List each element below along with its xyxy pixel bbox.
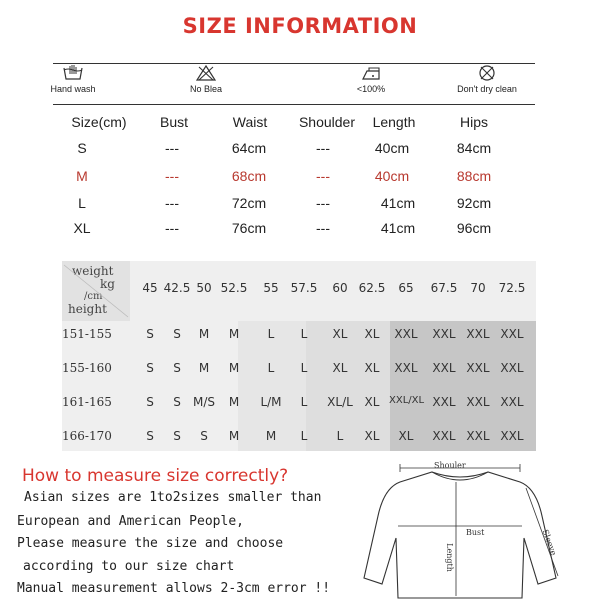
size-grid — [62, 261, 536, 451]
table-cell: 72cm — [231, 195, 267, 211]
size-grid-cell: XXL — [500, 429, 524, 443]
column-header: Hips — [459, 114, 488, 130]
column-header: Length — [372, 114, 416, 130]
size-grid-cell: XXL — [394, 361, 418, 375]
size-grid-cell: XXL — [432, 327, 456, 341]
table-row — [0, 140, 600, 160]
grid-corner-cm: /cm — [84, 291, 103, 302]
height-range-cell: 161-165 — [62, 395, 112, 409]
care-label: No Blea — [189, 84, 223, 94]
size-grid-cell: S — [173, 361, 181, 375]
weight-header-cell: 42.5 — [163, 281, 191, 295]
weight-header-cell: 62.5 — [358, 281, 386, 295]
table-cell: M — [76, 168, 88, 184]
size-grid-cell: S — [200, 429, 208, 443]
garment-diagram — [360, 458, 560, 600]
measure-line: Manual measurement allows 2-3cm error !! — [17, 581, 331, 596]
table-row — [0, 220, 600, 240]
diagram-label-sleeve: Sleeve — [540, 528, 559, 557]
size-grid-cell: L — [336, 429, 344, 443]
size-grid-cell: L — [300, 395, 308, 409]
table-cell: --- — [316, 220, 330, 236]
size-grid-cell: M — [265, 429, 277, 443]
care-item-no-dry-clean — [427, 64, 547, 94]
size-table-header — [0, 114, 600, 134]
measure-line: Asian sizes are 1to2sizes smaller than — [24, 490, 322, 505]
weight-header-cell: 57.5 — [290, 281, 318, 295]
table-cell: 96cm — [456, 220, 492, 236]
table-cell: --- — [165, 195, 179, 211]
care-item-no-bleach — [146, 64, 266, 94]
measure-title: How to measure size correctly? — [22, 466, 289, 486]
size-grid-cell: XL — [332, 327, 348, 341]
size-grid-cell: S — [146, 429, 154, 443]
table-cell: 41cm — [380, 220, 416, 236]
size-grid-cell: M — [228, 361, 240, 375]
column-header: Size(cm) — [71, 114, 127, 130]
size-grid-cell: XXL — [394, 327, 418, 341]
weight-header-cell: 60 — [332, 281, 348, 295]
table-cell: 64cm — [231, 140, 267, 156]
size-grid-cell: XXL — [432, 361, 456, 375]
no-bleach-icon — [195, 64, 217, 82]
size-grid-cell: S — [146, 395, 154, 409]
table-cell: 88cm — [456, 168, 492, 184]
size-grid-cell: M — [228, 327, 240, 341]
size-grid-cell: XXL — [466, 327, 490, 341]
care-label: Don't dry clean — [457, 84, 517, 94]
measure-line: European and American People, — [17, 514, 244, 529]
size-grid-cell: M — [198, 361, 210, 375]
size-grid-cell: L — [300, 327, 308, 341]
height-range-cell: 151-155 — [62, 327, 112, 341]
care-item-hand-wash — [13, 64, 133, 94]
table-cell: XL — [73, 220, 91, 236]
table-cell: --- — [316, 195, 330, 211]
size-grid-cell: S — [173, 429, 181, 443]
page-title: SIZE INFORMATION — [182, 14, 418, 38]
measure-line: according to our size chart — [23, 559, 235, 574]
table-row — [0, 168, 600, 188]
size-grid-cell: S — [173, 395, 181, 409]
size-grid-cell: XL — [332, 361, 348, 375]
grid-corner-weight: weight — [72, 264, 114, 278]
size-grid-cell: XXL — [466, 429, 490, 443]
measure-line: Please measure the size and choose — [17, 536, 284, 551]
table-cell: L — [78, 195, 86, 211]
size-grid-cell: XXL — [500, 327, 524, 341]
care-item-iron — [311, 64, 431, 94]
size-grid-cell: L/M — [260, 395, 282, 409]
size-grid-cell: S — [173, 327, 181, 341]
size-grid-cell: XL — [364, 361, 380, 375]
size-grid-cell: XXL — [466, 395, 490, 409]
size-grid-cell: XL — [398, 429, 414, 443]
care-divider-bottom — [53, 104, 535, 105]
column-header: Waist — [232, 114, 268, 130]
table-cell: 68cm — [231, 168, 267, 184]
height-range-cell: 166-170 — [62, 429, 112, 443]
diagram-label-length: Length — [444, 543, 454, 572]
size-grid-cell: L — [300, 429, 308, 443]
table-cell: --- — [165, 220, 179, 236]
size-grid-cell: M — [228, 429, 240, 443]
table-cell: 40cm — [374, 168, 410, 184]
grid-corner-height: height — [68, 302, 107, 316]
size-grid-cell: M — [198, 327, 210, 341]
size-grid-cell: XXL — [432, 395, 456, 409]
size-grid-cell: XXL/XL — [389, 395, 425, 406]
weight-header-cell: 45 — [142, 281, 158, 295]
table-cell: 76cm — [231, 220, 267, 236]
size-grid-cell: XL/L — [327, 395, 353, 409]
weight-header-cell: 50 — [196, 281, 212, 295]
size-grid-cell: XXL — [500, 395, 524, 409]
iron-icon — [359, 64, 383, 82]
table-cell: 84cm — [456, 140, 492, 156]
table-cell: 40cm — [374, 140, 410, 156]
weight-header-cell: 70 — [470, 281, 486, 295]
hand-wash-icon — [62, 64, 84, 82]
grid-corner-kg: kg — [100, 277, 115, 291]
table-cell: --- — [165, 168, 179, 184]
table-cell: --- — [316, 168, 330, 184]
weight-header-cell: 72.5 — [498, 281, 526, 295]
size-grid-cell: XL — [364, 429, 380, 443]
shirt-outline-icon — [360, 458, 560, 600]
size-grid-cell: M — [228, 395, 240, 409]
table-cell: --- — [316, 140, 330, 156]
table-cell: --- — [165, 140, 179, 156]
size-grid-cell: M/S — [192, 395, 215, 409]
table-row — [0, 195, 600, 215]
grid-corner-diagonal — [62, 261, 130, 321]
size-grid-cell: XXL — [432, 429, 456, 443]
table-cell: 92cm — [456, 195, 492, 211]
care-label: <100% — [356, 84, 386, 94]
diagram-label-bust: Bust — [466, 528, 485, 537]
size-grid-cell: S — [146, 361, 154, 375]
table-cell: 41cm — [380, 195, 416, 211]
size-grid-cell: XL — [364, 327, 380, 341]
column-header: Bust — [159, 114, 188, 130]
table-cell: S — [77, 140, 87, 156]
size-grid-cell: L — [267, 327, 275, 341]
weight-header-cell: 67.5 — [430, 281, 458, 295]
size-grid-cell: XXL — [466, 361, 490, 375]
care-label: Hand wash — [50, 84, 96, 94]
weight-header-cell: 55 — [263, 281, 279, 295]
height-range-cell: 155-160 — [62, 361, 112, 375]
size-grid-cell: L — [267, 361, 275, 375]
size-grid-cell: S — [146, 327, 154, 341]
size-grid-cell: L — [300, 361, 308, 375]
weight-header-cell: 65 — [398, 281, 414, 295]
diagram-label-shoulder: Shouler — [434, 461, 466, 470]
weight-header-cell: 52.5 — [220, 281, 248, 295]
no-dry-clean-icon — [477, 64, 497, 82]
size-grid-cell: XL — [364, 395, 380, 409]
column-header: Shoulder — [298, 114, 356, 130]
size-grid-cell: XXL — [500, 361, 524, 375]
